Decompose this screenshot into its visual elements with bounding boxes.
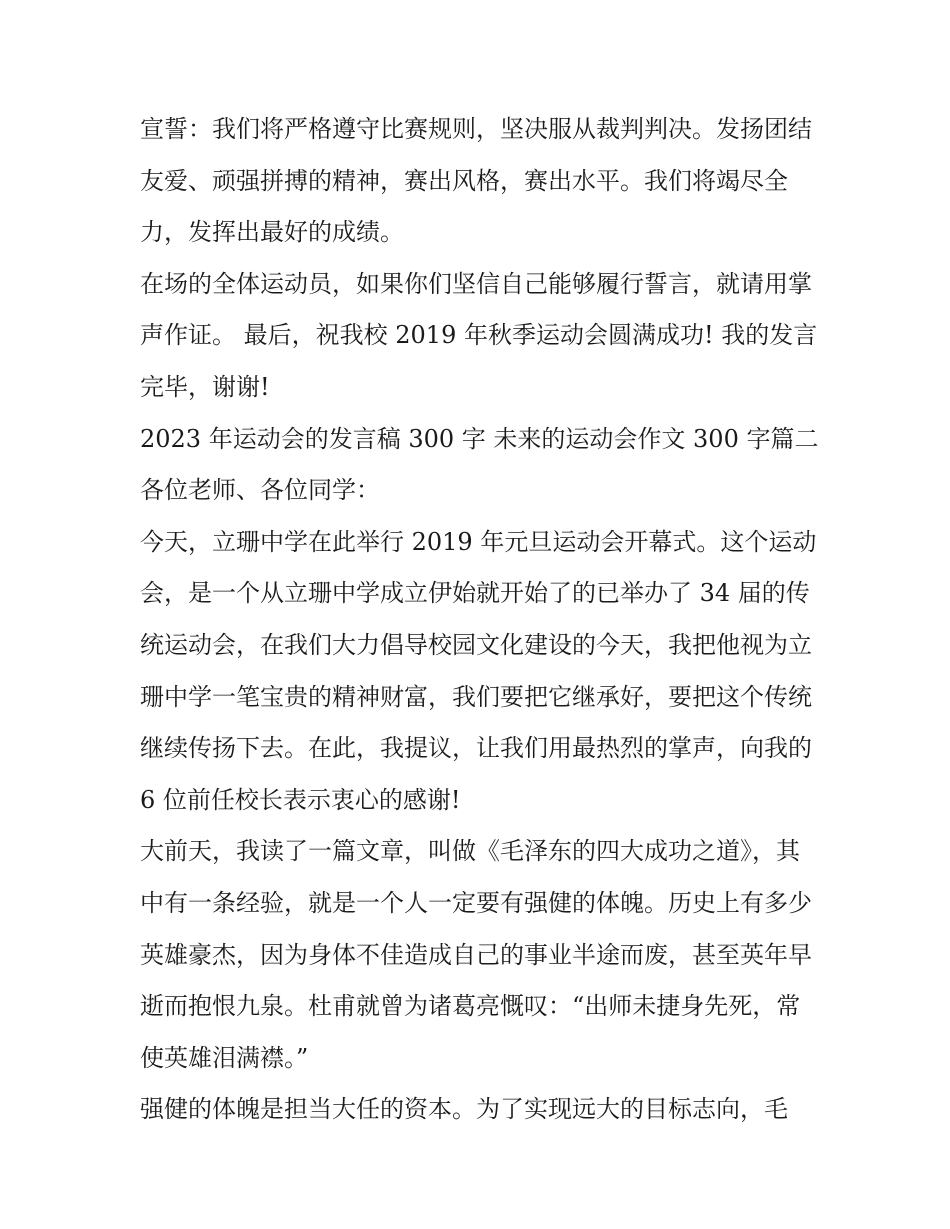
section-heading: 2023 年运动会的发言稿 300 字 未来的运动会作文 300 字篇二 — [140, 424, 819, 453]
paragraph-opening-ceremony: 今天，立珊中学在此举行 2019 年元旦运动会开幕式。这个运动会，是一个从立珊中学成立伊始就开始了的已举办了 34 届的传统运动会，在我们大力倡导校园文化建设的今天，我把他视为立珊中学一笔宝贵的精神财富，我们要把它继承好，要把这个传统继续传扬下去。在此，我提议，让我们用最热烈的掌声，向我的 6 位前任校长表示衷心的感谢! — [140, 527, 817, 814]
paragraph-oath: 宣誓：我们将严格遵守比赛规则，坚决服从裁判判决。发扬团结友爱、顽强拼搏的精神，赛出风格，赛出水平。我们将竭尽全力，发挥出最好的成绩。 — [140, 115, 812, 247]
salutation: 各位老师、各位同学： — [140, 476, 380, 505]
document-body — [140, 104, 820, 1136]
paragraph-capital: 强健的体魄是担当大任的资本。为了实现远大的目标志向，毛 — [140, 1095, 788, 1124]
paragraph-applause-closing: 在场的全体运动员，如果你们坚信自己能够履行誓言，就请用掌声作证。 最后，祝我校 2019 年秋季运动会圆满成功! 我的发言完毕，谢谢! — [140, 269, 818, 401]
paragraph-strong-body: 大前天，我读了一篇文章，叫做《毛泽东的四大成功之道》，其中有一条经验，就是一个人一定要有强健的体魄。历史上有多少英雄豪杰，因为身体不佳造成自己的事业半途而废，甚至英年早逝而抱恨九泉。杜甫就曾为诸葛亮慨叹：“出师未捷身先死，常使英雄泪满襟。” — [140, 837, 812, 1072]
